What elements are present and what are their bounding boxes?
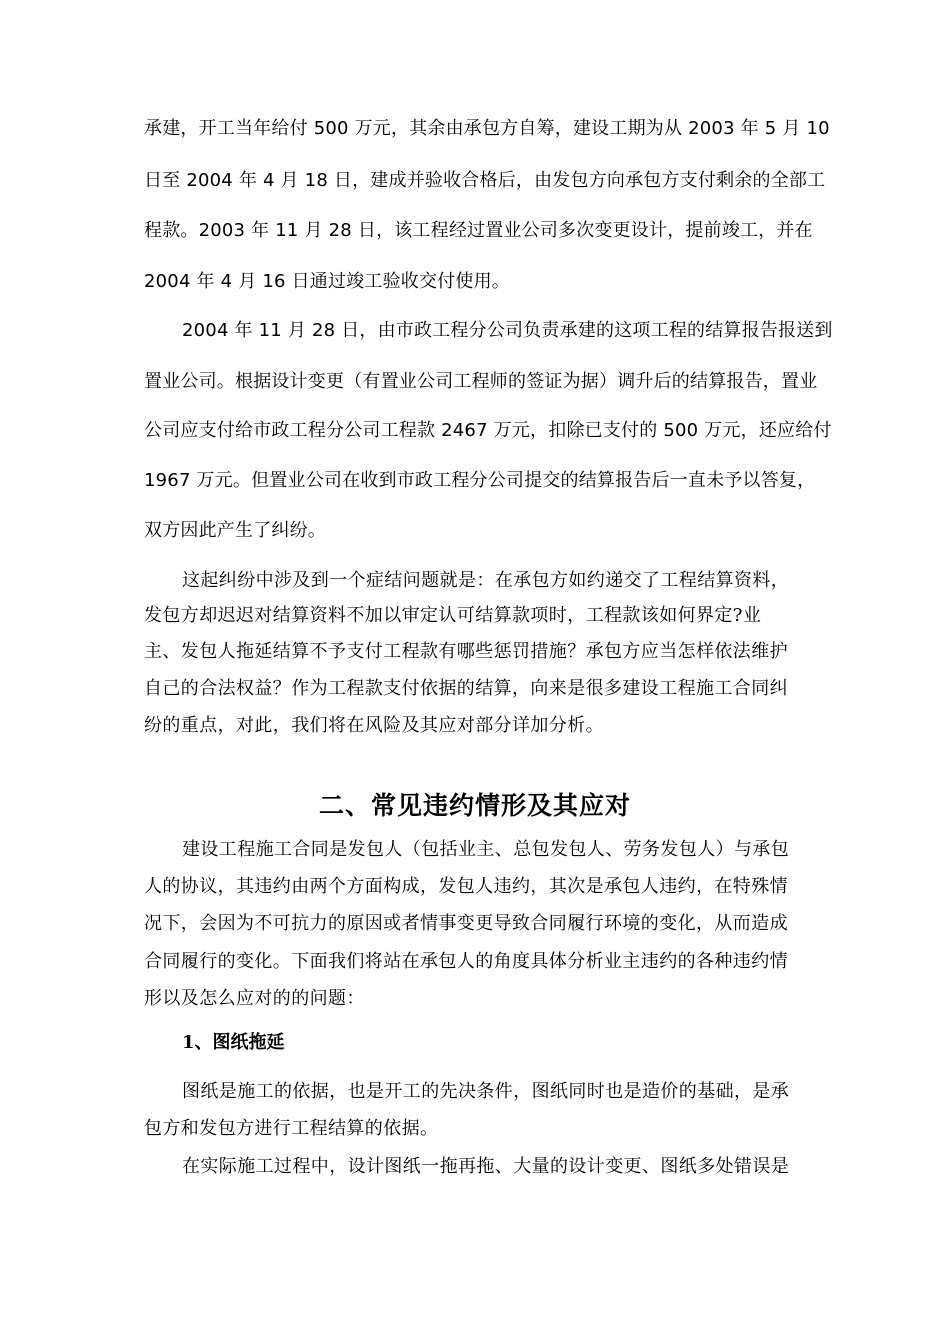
paragraph-3-line-4: 自己的合法权益？作为工程款支付依据的结算，向来是很多建设工程施工合同纠 [144, 678, 788, 699]
paragraph-5-line-2: 包方和发包方进行工程结算的依据。 [144, 1118, 439, 1139]
paragraph-2-line-2: 置业公司。根据设计变更（有置业公司工程师的签证为据）调升后的结算报告，置业 [144, 371, 818, 392]
paragraph-3-line-5: 纷的重点，对此，我们将在风险及其应对部分详加分析。 [144, 715, 604, 736]
paragraph-4-line-5: 形以及怎么应对的的问题： [144, 988, 365, 1009]
paragraph-1-line-2: 日至 2004 年 4 月 18 日，建成并验收合格后，由发包方向承包方支付剩余的全部工 [144, 170, 826, 191]
paragraph-4-line-4: 合同履行的变化。下面我们将站在承包人的角度具体分析业主违约的各种违约情 [144, 951, 788, 972]
paragraph-3-line-3: 主、发包人拖延结算不予支付工程款有哪些惩罚措施？承包方应当怎样依法维护 [144, 641, 788, 662]
paragraph-4-line-1: 建设工程施工合同是发包人（包括业主、总包发包人、劳务发包人）与承包 [182, 839, 790, 860]
paragraph-4-line-3: 况下，会因为不可抗力的原因或者情事变更导致合同履行环境的变化，从而造成 [144, 913, 788, 934]
paragraph-6-line-1: 在实际施工过程中，设计图纸一拖再拖、大量的设计变更、图纸多处错误是 [182, 1156, 790, 1177]
paragraph-3-line-2: 发包方却迟迟对结算资料不加以审定认可结算款项时，工程款该如何界定?业 [144, 605, 762, 626]
section-title: 二、常见违约情形及其应对 [318, 791, 631, 820]
paragraph-1-line-1: 承建，开工当年给付 500 万元，其余由承包方自筹，建设工期为从 2003 年 5 月 10 [144, 118, 830, 139]
paragraph-3-line-1: 这起纠纷中涉及到一个症结问题就是：在承包方如约递交了工程结算资料， [182, 570, 790, 591]
paragraph-1-line-3: 程款。2003 年 11 月 28 日，该工程经过置业公司多次变更设计，提前竣工，并在 [144, 220, 813, 241]
paragraph-1-line-4: 2004 年 4 月 16 日通过竣工验收交付使用。 [144, 271, 510, 292]
subsection-title: 1、图纸拖延 [182, 1032, 285, 1053]
paragraph-5-line-1: 图纸是施工的依据，也是开工的先决条件，图纸同时也是造价的基础，是承 [182, 1081, 790, 1102]
paragraph-2-line-1: 2004 年 11 月 28 日，由市政工程分公司负责承建的这项工程的结算报告报送到 [182, 320, 833, 341]
paragraph-4-line-2: 人的协议，其违约由两个方面构成，发包人违约，其次是承包人违约，在特殊情 [144, 876, 788, 897]
paragraph-2-line-3: 公司应支付给市政工程分公司工程款 2467 万元，扣除已支付的 500 万元，还应给付 [144, 420, 832, 441]
paragraph-2-line-5: 双方因此产生了纠纷。 [144, 520, 326, 541]
paragraph-2-line-4: 1967 万元。但置业公司在收到市政工程分公司提交的结算报告后一直未予以答复， [144, 470, 816, 491]
